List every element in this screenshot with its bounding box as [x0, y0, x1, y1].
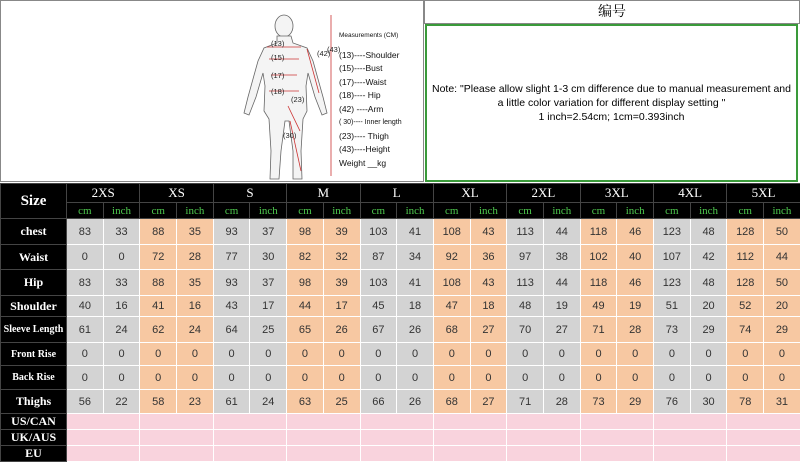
table-cell: 0	[617, 366, 654, 390]
table-cell: 113	[507, 219, 544, 245]
table-cell: 0	[140, 343, 177, 366]
table-cell: 33	[103, 219, 140, 245]
table-cell: 34	[397, 245, 434, 270]
region-cell	[360, 414, 433, 430]
table-cell: 0	[287, 343, 324, 366]
table-cell: 0	[470, 343, 507, 366]
table-cell: 92	[433, 245, 470, 270]
table-cell: 77	[213, 245, 250, 270]
region-cell	[140, 430, 213, 446]
legend-item-height: (43)----Height	[339, 144, 391, 154]
table-cell: 52	[727, 296, 764, 317]
table-cell: 43	[213, 296, 250, 317]
table-cell: 30	[250, 245, 287, 270]
unit-inch-header: inch	[764, 203, 800, 219]
table-cell: 0	[103, 343, 140, 366]
table-row-sleeve-length	[1, 317, 800, 343]
table-cell: 27	[470, 390, 507, 414]
legend-item-bust: (15)----Bust	[339, 63, 383, 73]
table-cell: 0	[764, 366, 800, 390]
table-cell: 28	[177, 245, 214, 270]
region-cell	[727, 430, 800, 446]
table-cell: 23	[177, 390, 214, 414]
table-cell: 44	[764, 245, 800, 270]
table-cell: 29	[617, 390, 654, 414]
table-cell: 0	[507, 343, 544, 366]
table-cell: 38	[543, 245, 580, 270]
table-cell: 123	[654, 270, 691, 296]
size-header-3xl: 3XL	[580, 184, 653, 203]
table-cell: 66	[360, 390, 397, 414]
table-cell: 33	[103, 270, 140, 296]
region-cell	[727, 446, 800, 462]
region-row-eu	[1, 446, 800, 462]
region-cell	[580, 430, 653, 446]
unit-cm-header: cm	[360, 203, 397, 219]
table-cell: 25	[323, 390, 360, 414]
table-cell: 0	[287, 366, 324, 390]
region-cell	[213, 446, 286, 462]
unit-inch-header: inch	[617, 203, 654, 219]
table-cell: 0	[727, 343, 764, 366]
table-cell: 50	[764, 219, 800, 245]
table-cell: 27	[543, 317, 580, 343]
legend-item-shoulder: (13)----Shoulder	[339, 49, 400, 60]
table-cell: 46	[617, 219, 654, 245]
table-cell: 123	[654, 219, 691, 245]
table-cell: 71	[507, 390, 544, 414]
table-cell: 0	[177, 343, 214, 366]
table-cell: 46	[617, 270, 654, 296]
region-cell	[140, 446, 213, 462]
region-cell	[213, 430, 286, 446]
table-cell: 0	[103, 245, 140, 270]
table-cell: 0	[543, 366, 580, 390]
note-text: Note: "Please allow slight 1-3 cm difference due to manual measurement and a little color variation for different display setting "	[432, 83, 791, 109]
table-cell: 18	[397, 296, 434, 317]
note-box	[425, 24, 798, 182]
unit-conversion: 1 inch=2.54cm; 1cm=0.393inch	[538, 111, 685, 123]
table-cell: 62	[140, 317, 177, 343]
table-row-shoulder	[1, 296, 800, 317]
unit-inch-header: inch	[323, 203, 360, 219]
legend-item-hip: (18)---- Hip	[339, 90, 381, 100]
table-cell: 22	[103, 390, 140, 414]
callout-bust: (15)	[271, 53, 285, 62]
table-cell: 35	[177, 219, 214, 245]
callout-shoulder: (13)	[271, 39, 285, 48]
table-row-waist	[1, 245, 800, 270]
region-cell	[67, 414, 140, 430]
unit-inch-header: inch	[397, 203, 434, 219]
table-cell: 118	[580, 270, 617, 296]
unit-cm-header: cm	[140, 203, 177, 219]
unit-cm-header: cm	[67, 203, 104, 219]
table-cell: 43	[470, 270, 507, 296]
table-cell: 0	[213, 343, 250, 366]
table-cell: 0	[67, 245, 104, 270]
table-cell: 0	[543, 343, 580, 366]
table-cell: 26	[397, 390, 434, 414]
table-cell: 18	[470, 296, 507, 317]
table-cell: 0	[470, 366, 507, 390]
region-cell	[654, 430, 727, 446]
region-cell	[360, 446, 433, 462]
size-header-xl: XL	[433, 184, 506, 203]
table-cell: 48	[690, 219, 727, 245]
callout-inner-length: (30)	[283, 131, 297, 140]
size-header-4xl: 4XL	[654, 184, 727, 203]
table-cell: 73	[580, 390, 617, 414]
table-cell: 0	[213, 366, 250, 390]
table-cell: 61	[67, 317, 104, 343]
unit-inch-header: inch	[690, 203, 727, 219]
table-cell: 0	[177, 366, 214, 390]
table-cell: 26	[323, 317, 360, 343]
callout-thigh: (23)	[291, 95, 305, 104]
table-cell: 0	[764, 343, 800, 366]
table-row-back-rise	[1, 366, 800, 390]
table-cell: 16	[103, 296, 140, 317]
table-cell: 0	[397, 343, 434, 366]
table-cell: 128	[727, 219, 764, 245]
table-cell: 108	[433, 270, 470, 296]
table-cell: 103	[360, 270, 397, 296]
table-cell: 88	[140, 219, 177, 245]
size-header-s: S	[213, 184, 286, 203]
table-row-front-rise	[1, 343, 800, 366]
unit-cm-header: cm	[507, 203, 544, 219]
table-cell: 82	[287, 245, 324, 270]
region-cell	[654, 446, 727, 462]
unit-inch-header: inch	[250, 203, 287, 219]
size-header-l: L	[360, 184, 433, 203]
table-cell: 37	[250, 219, 287, 245]
region-row-us-can	[1, 414, 800, 430]
unit-cm-header: cm	[580, 203, 617, 219]
table-cell: 44	[543, 270, 580, 296]
unit-cm-header: cm	[287, 203, 324, 219]
region-cell	[287, 446, 360, 462]
region-cell	[287, 414, 360, 430]
callout-height: (43)	[327, 45, 341, 54]
table-cell: 48	[507, 296, 544, 317]
table-cell: 43	[470, 219, 507, 245]
legend-item-inner-length: ( 30)---- Inner length	[339, 119, 402, 126]
table-cell: 65	[287, 317, 324, 343]
legend-item-thigh: (23)---- Thigh	[339, 130, 389, 141]
table-cell: 16	[177, 296, 214, 317]
row-label-back-rise: Back Rise	[1, 366, 67, 390]
table-cell: 28	[617, 317, 654, 343]
table-cell: 93	[213, 219, 250, 245]
table-cell: 0	[433, 343, 470, 366]
table-cell: 76	[654, 390, 691, 414]
table-cell: 20	[690, 296, 727, 317]
table-cell: 0	[323, 366, 360, 390]
table-cell: 72	[140, 245, 177, 270]
table-cell: 88	[140, 270, 177, 296]
table-cell: 0	[690, 343, 727, 366]
table-cell: 44	[543, 219, 580, 245]
unit-cm-header: cm	[654, 203, 691, 219]
row-label-front-rise: Front Rise	[1, 343, 67, 366]
region-cell	[433, 430, 506, 446]
table-cell: 40	[67, 296, 104, 317]
region-cell	[67, 430, 140, 446]
table-cell: 61	[213, 390, 250, 414]
region-cell	[140, 414, 213, 430]
table-cell: 83	[67, 219, 104, 245]
table-cell: 58	[140, 390, 177, 414]
row-label-chest: chest	[1, 219, 67, 245]
legend-item-arm: (42) ----Arm	[339, 103, 384, 114]
table-cell: 87	[360, 245, 397, 270]
unit-header-row	[1, 203, 800, 219]
table-cell: 41	[397, 219, 434, 245]
table-cell: 0	[250, 343, 287, 366]
table-cell: 67	[360, 317, 397, 343]
row-label-waist: Waist	[1, 245, 67, 270]
table-cell: 27	[470, 317, 507, 343]
region-cell	[433, 414, 506, 430]
table-cell: 0	[140, 366, 177, 390]
table-cell: 0	[67, 343, 104, 366]
table-cell: 17	[323, 296, 360, 317]
unit-inch-header: inch	[103, 203, 140, 219]
region-row-uk-aus	[1, 430, 800, 446]
size-header-2xl: 2XL	[507, 184, 580, 203]
table-cell: 0	[580, 366, 617, 390]
region-cell	[580, 414, 653, 430]
region-cell	[67, 446, 140, 462]
table-cell: 24	[250, 390, 287, 414]
region-cell	[727, 414, 800, 430]
table-cell: 26	[397, 317, 434, 343]
table-cell: 45	[360, 296, 397, 317]
measurement-legend	[339, 29, 402, 170]
callout-arm: (42)	[317, 49, 331, 58]
size-label: Size	[1, 184, 67, 219]
region-cell	[213, 414, 286, 430]
size-header-row	[1, 184, 800, 203]
table-cell: 20	[764, 296, 800, 317]
table-cell: 0	[360, 343, 397, 366]
table-cell: 39	[323, 219, 360, 245]
legend-title: Measurements (CM)	[339, 32, 399, 39]
table-cell: 40	[617, 245, 654, 270]
table-cell: 44	[287, 296, 324, 317]
table-cell: 39	[323, 270, 360, 296]
size-header-m: M	[287, 184, 360, 203]
table-cell: 36	[470, 245, 507, 270]
table-cell: 74	[727, 317, 764, 343]
region-label-uk-aus: UK/AUS	[1, 430, 67, 446]
region-cell	[507, 414, 580, 430]
unit-inch-header: inch	[177, 203, 214, 219]
row-label-hip: Hip	[1, 270, 67, 296]
table-cell: 102	[580, 245, 617, 270]
table-cell: 0	[67, 366, 104, 390]
table-cell: 51	[654, 296, 691, 317]
table-cell: 19	[617, 296, 654, 317]
unit-inch-header: inch	[543, 203, 580, 219]
table-row-hip	[1, 270, 800, 296]
callout-waist: (17)	[271, 71, 285, 80]
legend-item-waist: (17)----Waist	[339, 76, 387, 87]
table-cell: 68	[433, 317, 470, 343]
table-cell: 25	[250, 317, 287, 343]
unit-inch-header: inch	[470, 203, 507, 219]
size-header-xs: XS	[140, 184, 213, 203]
row-label-sleeve-length: Sleeve Length	[1, 317, 67, 343]
table-cell: 42	[690, 245, 727, 270]
unit-cm-header: cm	[433, 203, 470, 219]
table-cell: 64	[213, 317, 250, 343]
unit-cm-header: cm	[727, 203, 764, 219]
code-header: 编号	[424, 0, 800, 24]
header-area	[0, 0, 800, 183]
region-cell	[287, 430, 360, 446]
table-cell: 113	[507, 270, 544, 296]
table-cell: 83	[67, 270, 104, 296]
table-cell: 19	[543, 296, 580, 317]
table-cell: 29	[690, 317, 727, 343]
table-cell: 47	[433, 296, 470, 317]
table-cell: 70	[507, 317, 544, 343]
region-cell	[654, 414, 727, 430]
table-cell: 112	[727, 245, 764, 270]
region-cell	[507, 430, 580, 446]
size-header-5xl: 5XL	[727, 184, 800, 203]
region-label-eu: EU	[1, 446, 67, 462]
table-cell: 0	[433, 366, 470, 390]
table-cell: 0	[654, 366, 691, 390]
table-cell: 49	[580, 296, 617, 317]
table-cell: 128	[727, 270, 764, 296]
region-cell	[580, 446, 653, 462]
table-cell: 41	[397, 270, 434, 296]
table-cell: 0	[360, 366, 397, 390]
table-cell: 30	[690, 390, 727, 414]
table-cell: 50	[764, 270, 800, 296]
table-cell: 118	[580, 219, 617, 245]
row-label-thighs: Thighs	[1, 390, 67, 414]
table-cell: 0	[654, 343, 691, 366]
table-cell: 48	[690, 270, 727, 296]
table-cell: 0	[323, 343, 360, 366]
table-cell: 24	[177, 317, 214, 343]
region-cell	[433, 446, 506, 462]
table-cell: 0	[617, 343, 654, 366]
table-cell: 35	[177, 270, 214, 296]
table-cell: 28	[543, 390, 580, 414]
callout-hip: (18)	[271, 87, 285, 96]
table-cell: 63	[287, 390, 324, 414]
table-cell: 103	[360, 219, 397, 245]
region-label-us-can: US/CAN	[1, 414, 67, 430]
table-cell: 56	[67, 390, 104, 414]
table-cell: 31	[764, 390, 800, 414]
measurement-figure-panel	[0, 0, 424, 182]
table-cell: 0	[727, 366, 764, 390]
table-cell: 73	[654, 317, 691, 343]
table-cell: 37	[250, 270, 287, 296]
table-cell: 98	[287, 270, 324, 296]
table-cell: 98	[287, 219, 324, 245]
table-cell: 78	[727, 390, 764, 414]
table-cell: 29	[764, 317, 800, 343]
table-cell: 71	[580, 317, 617, 343]
size-header-2xs: 2XS	[67, 184, 140, 203]
table-cell: 107	[654, 245, 691, 270]
size-chart-table	[0, 183, 800, 462]
region-cell	[360, 430, 433, 446]
table-cell: 17	[250, 296, 287, 317]
table-row-chest	[1, 219, 800, 245]
table-cell: 108	[433, 219, 470, 245]
row-label-shoulder: Shoulder	[1, 296, 67, 317]
table-cell: 0	[507, 366, 544, 390]
table-cell: 97	[507, 245, 544, 270]
table-cell: 0	[103, 366, 140, 390]
table-cell: 0	[690, 366, 727, 390]
table-cell: 0	[580, 343, 617, 366]
unit-cm-header: cm	[213, 203, 250, 219]
table-cell: 0	[397, 366, 434, 390]
table-row-thighs	[1, 390, 800, 414]
table-cell: 93	[213, 270, 250, 296]
region-cell	[507, 446, 580, 462]
legend-item-weight: Weight __kg	[339, 157, 387, 168]
table-cell: 24	[103, 317, 140, 343]
table-cell: 0	[250, 366, 287, 390]
table-cell: 68	[433, 390, 470, 414]
table-cell: 32	[323, 245, 360, 270]
table-cell: 41	[140, 296, 177, 317]
